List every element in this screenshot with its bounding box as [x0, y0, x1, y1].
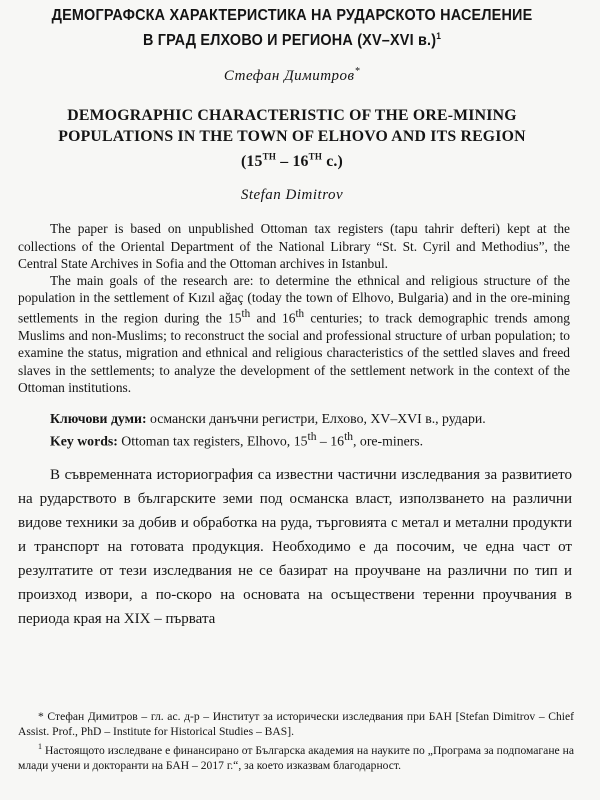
- keywords-english-sup-1: th: [307, 430, 317, 443]
- footnote-author: * Стефан Димитров – гл. ас. д-р – Институт за исторически изследвания при БАН [Stefan Dimitrov – Chief Assist. Prof., PhD – Institute for Historical Studies – BAS].: [18, 710, 574, 738]
- century-close: c.): [322, 153, 344, 171]
- keywords-english-part-a: Ottoman tax registers, Elhovo, 15: [117, 433, 308, 449]
- footnote-funding-text: Настоящото изследване е финансирано от Българска академия на науките по „Програма за подпомагане на млади учени и докторанти на БАН – 2017 г.“, за което изказвам благодарност.: [18, 743, 574, 772]
- main-text: [6, 463, 578, 631]
- abstract-paragraph-1: The paper is based on unpublished Ottoman tax registers (tapu tahrir defteri) kept at the collections of the Oriental Department of the National Library “St. St. Cyril and Methodius”, the Central State Archives in Sofia and the Ottoman archives in Istanbul.: [18, 221, 570, 271]
- bulgarian-title-line-1: ДЕМОГРАФСКА ХАРАКТЕРИСТИКА НА РУДАРСКОТО НАСЕЛЕНИЕ: [51, 7, 533, 24]
- abstract-p2-sup-2: th: [295, 308, 305, 321]
- keywords-english-part-c: , ore-miners.: [353, 433, 424, 449]
- main-text-paragraph-1: В съвременната историография са известни частични изследвания за развитието на рударството в българските земи под османска власт, използването на различни видове техники за добив и обработка на руда, търговията с метал и метални продукти и транспорт на готовата продукция. Необходимо е да посочим, че една част от резултатите от тези изследвания не се базират на проучване на различни по тип и произход извори, а по-скоро на основата на осъществени теренни проучвания в периода края на XIX – първата: [18, 466, 572, 627]
- keywords-english-part-b: – 16: [316, 433, 345, 449]
- abstract: [6, 220, 578, 396]
- bulgarian-author-name: Стефан Димитров: [223, 68, 355, 85]
- footnote-funding-mark: 1: [38, 742, 42, 751]
- century-open: (15: [240, 153, 263, 171]
- keywords-bulgarian-label: Ключови думи:: [50, 410, 147, 426]
- title-footnote-mark: 1: [436, 31, 442, 41]
- abstract-p2-part-c: centuries; to track demographic trends among Muslims and non-Muslims; to reconstruct the social and professional structure of urban population; to examine the status, migration and ethnical and religious characteristics of the settled slaves and freed slaves in the settlements; to analyze the development of the settlement network in the context of the Ottoman institutions.: [18, 310, 571, 395]
- keywords-english-label: Key words:: [50, 433, 118, 449]
- abstract-p2-sup-1: th: [241, 308, 251, 321]
- bulgarian-title: [26, 0, 558, 51]
- footnotes: [18, 709, 574, 773]
- abstract-p2-part-a: The main goals of the research are: to determine the ethnical and religious structure of the population in the settlement of Kızıl ağaç (today the town of Elhovo, Bulgaria) and in the ore-mining settlements in the region during the 15: [18, 273, 570, 326]
- english-title-line-1: DEMOGRAPHIC CHARACTERISTIC OF THE ORE-MINING: [67, 107, 517, 125]
- century-dash: – 16: [276, 153, 309, 171]
- english-title-line-2: POPULATIONS IN THE TOWN OF ELHOVO AND ITS REGION: [58, 128, 526, 146]
- keywords-english-sup-2: th: [344, 430, 354, 443]
- century-sup-2: TH: [308, 152, 323, 163]
- english-author: Stefan Dimitrov: [240, 187, 344, 204]
- footnote-funding: [18, 739, 574, 773]
- bulgarian-author: [6, 66, 578, 85]
- bulgarian-title-line-2: В ГРАД ЕЛХОВО И РЕГИОНА (XV–XVI в.): [142, 32, 437, 50]
- keywords-bulgarian-text: османски данъчни регистри, Елхово, XV–XVI в., рудари.: [146, 410, 486, 426]
- keywords: [6, 410, 578, 451]
- abstract-p2-part-b: and 16: [250, 310, 296, 326]
- keywords-english: [50, 428, 570, 451]
- author-footnote-mark: *: [354, 66, 361, 78]
- english-title-line-3: [241, 153, 343, 170]
- century-sup-1: TH: [262, 152, 277, 163]
- abstract-paragraph-2: [18, 272, 570, 396]
- keywords-bulgarian: [50, 410, 570, 428]
- english-title: [6, 105, 578, 172]
